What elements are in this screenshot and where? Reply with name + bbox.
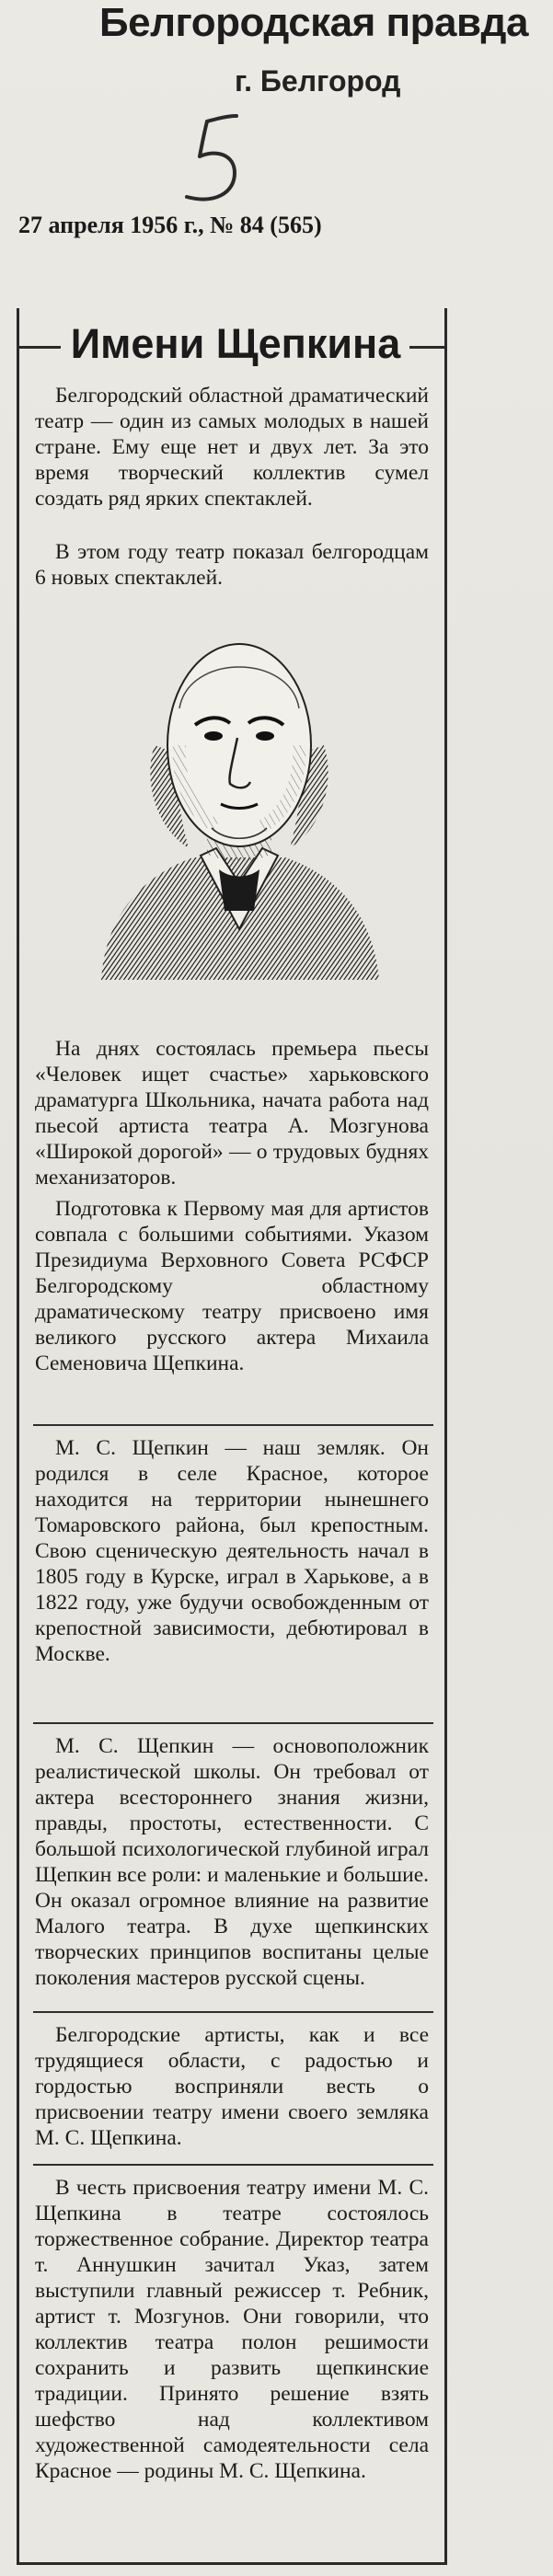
article-paragraph: Белгородский областной драматический театр — один из самых молодых в нашей стране. Ему еще нет и двух лет. За это время творческий коллектив сумел создать ряд ярких спектаклей. [35, 384, 429, 511]
title-rule-right [409, 346, 447, 349]
title-rule-left [17, 346, 61, 349]
issue-line: 27 апреля 1956 г., № 84 (565) [18, 212, 322, 238]
article-paragraph: В этом году театр показал белгородцам 6 новых спектаклей. [35, 540, 429, 590]
portrait-shchepkin [92, 607, 386, 984]
article-paragraph: Белгородские артисты, как и все трудящиеся области, с радостью и гордостью восприняли весть о присвоении театру имени своего земляка М. С. Щепкина. [35, 2023, 429, 2150]
handwritten-mark [170, 109, 271, 210]
article-paragraph: Подготовка к Первому мая для артистов совпала с большими событиями. Указом Президиума Верховного Совета РСФСР Белгородскому областному драматическому театру присвоено имя великого русского актера Михаила Семеновича Щепкина. [35, 1197, 429, 1375]
newspaper-name: Белгородская правда [99, 0, 528, 45]
article-paragraph: М. С. Щепкин — основоположник реалистической школы. Он требовал от актера всестороннего знания жизни, правды, простоты, естественности. С большой психологической глубиной играл Щепкин все роли: и маленькие и большие. Он оказал огромное влияние на развитие Малого театра. В духе щепкинских творческих принципов воспитаны целые поколения мастеров русской сцены. [35, 1734, 429, 1990]
article-paragraph: В честь присвоения театру имени М. С. Щепкина в театре состоялось торжественное собрание. Директор театра т. Аннушкин зачитал Указ, затем выступили главный режиссер т. Ребник, артист т. Мозгунов. Они говорили, что коллектив театра полон решимости сохранить и развить щепкинские традиции. Принято решение взять шефство над коллективом художественной самодеятельности села Красное — родины М. С. Щепкина. [35, 2176, 429, 2483]
article-paragraph: М. С. Щепкин — наш земляк. Он родился в селе Красное, которое находится на территории нынешнего Томаровского района, был крепостным. Свою сценическую деятельность начал в 1805 году в Курске, играл в Харькове, а в 1822 году, уже будучи освобожденным от крепостной зависимости, дебютировал в Москве. [35, 1436, 429, 1666]
newspaper-city: г. Белгород [235, 64, 401, 98]
article-paragraph: На днях состоялась премьера пьесы «Человек ищет счастье» харьковского драматурга Школьника, начата работа над пьесой артиста театра А. Мозгунова «Широкой дорогой» — о трудовых буднях механизаторов. [35, 1037, 429, 1190]
section-divider [33, 1424, 433, 1426]
section-divider [33, 2011, 433, 2013]
section-divider [33, 2164, 433, 2166]
article-title: Имени Щепкина [70, 320, 401, 367]
section-divider [33, 1722, 433, 1724]
